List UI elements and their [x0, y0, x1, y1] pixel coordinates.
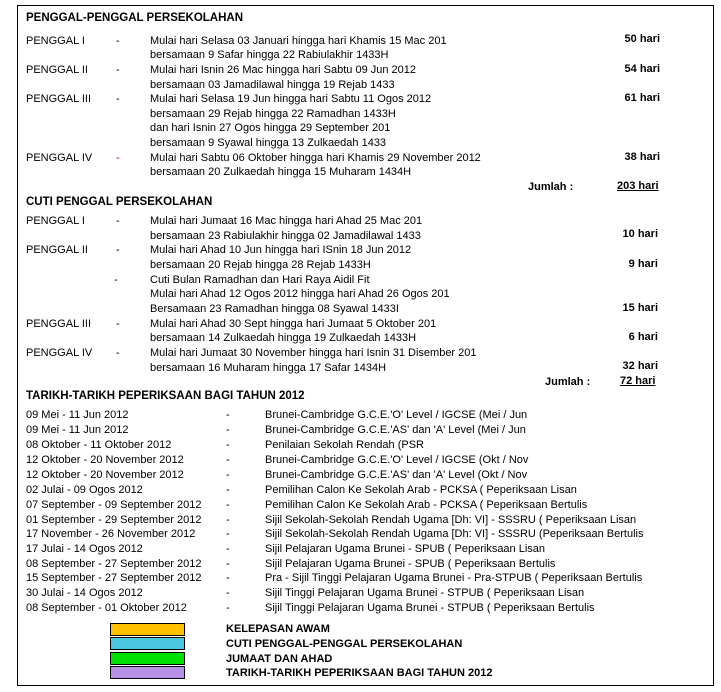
dash: -: [226, 439, 230, 451]
exam-desc: Pra - Sijil Tinggi Pelajaran Ugama Brunei - Pra-STPUB ( Peperiksaan Bertulis: [265, 572, 643, 584]
cuti-total-value: 72 hari: [620, 375, 656, 387]
term-line: bersamaan 29 Rejab hingga 22 Ramadhan 1433H: [150, 108, 396, 120]
exam-desc: Brunei-Cambridge G.C.E.'O' Level / IGCSE (Okt / Nov: [265, 454, 529, 466]
exam-date: 08 Oktober - 11 Oktober 2012: [26, 439, 172, 451]
exam-date: 08 September - 01 Oktober 2012: [26, 602, 187, 614]
term-days: 38 hari: [624, 151, 660, 163]
term-line: Mulai hari Ahad 10 Jun hingga hari ISnin 18 Jun 2012: [150, 244, 412, 256]
cuti-section-title: CUTI PENGGAL PERSEKOLAHAN: [26, 196, 213, 208]
term-line: Mulai hari Selasa 19 Jun hingga hari Sabtu 11 Ogos 2012: [150, 93, 432, 105]
penggal-total-value: 203 hari: [617, 180, 659, 192]
exam-desc: Brunei-Cambridge G.C.E.'AS' dan 'A' Level (Okt / Nov: [265, 469, 528, 481]
exam-desc: Pemilihan Calon Ke Sekolah Arab - PCKSA ( Peperiksaan Lisan: [265, 484, 577, 496]
exam-desc: Sijil Pelajaran Ugama Brunei - SPUB ( Peperiksaan Lisan: [265, 543, 546, 555]
legend-label: TARIKH-TARIKH PEPERIKSAAN BAGI TAHUN 2012: [226, 667, 493, 679]
dash: -: [226, 558, 230, 570]
dash: -: [226, 469, 230, 481]
legend-swatch: [110, 652, 185, 665]
dash: -: [116, 93, 120, 105]
term-days: 50 hari: [624, 33, 660, 45]
legend-label: CUTI PENGGAL-PENGGAL PERSEKOLAHAN: [226, 638, 463, 650]
legend-label: KELEPASAN AWAM: [226, 623, 330, 635]
term-line: bersamaan 16 Muharam hingga 17 Safar 1434H: [150, 362, 387, 374]
exam-desc: Brunei-Cambridge G.C.E.'AS' dan 'A' Level (Mei / Jun: [265, 424, 526, 436]
dash: -: [116, 347, 120, 359]
cuti-total-label: Jumlah :: [545, 376, 591, 388]
exam-date: 01 September - 29 September 2012: [26, 514, 202, 526]
exam-date: 12 Oktober - 20 November 2012: [26, 454, 184, 466]
term-days: 54 hari: [624, 63, 660, 75]
term-line: bersamaan 14 Zulkaedah hingga 19 Zulkaedah 1433H: [150, 332, 417, 344]
term-line: Mulai hari Jumaat 16 Mac hingga hari Ahad 25 Mac 201: [150, 215, 423, 227]
term-name: PENGGAL II: [26, 64, 88, 76]
dash: -: [226, 454, 230, 466]
dash: -: [116, 244, 120, 256]
legend-swatch: [110, 637, 185, 650]
term-name: PENGGAL III: [26, 318, 92, 330]
term-line: Cuti Bulan Ramadhan dan Hari Raya Aidil Fit: [150, 274, 370, 286]
exam-desc: Sijil Tinggi Pelajaran Ugama Brunei - STPUB ( Peperiksaan Bertulis: [265, 602, 595, 614]
term-line: bersamaan 9 Safar hingga 22 Rabiulakhir 1433H: [150, 49, 389, 61]
exam-desc: Penilaian Sekolah Rendah (PSR: [265, 439, 424, 451]
exam-date: 30 Julai - 14 Ogos 2012: [26, 587, 143, 599]
term-name: PENGGAL III: [26, 93, 92, 105]
term-name: PENGGAL II: [26, 244, 88, 256]
exam-date: 17 Julai - 14 Ogos 2012: [26, 543, 143, 555]
exam-date: 07 September - 09 September 2012: [26, 499, 202, 511]
exam-section-title: TARIKH-TARIKH PEPERIKSAAN BAGI TAHUN 2012: [26, 390, 305, 402]
dash: -: [226, 572, 230, 584]
exam-desc: Sijil Tinggi Pelajaran Ugama Brunei - STPUB ( Peperiksaan Lisan: [265, 587, 585, 599]
term-name: PENGGAL I: [26, 215, 85, 227]
penggal-section-title: PENGGAL-PENGGAL PERSEKOLAHAN: [26, 12, 244, 24]
dash: -: [226, 602, 230, 614]
exam-date: 15 September - 27 September 2012: [26, 572, 202, 584]
exam-date: 17 November - 26 November 2012: [26, 528, 196, 540]
term-line: Mulai hari Ahad 12 Ogos 2012 hingga hari Ahad 26 Ogos 201: [150, 288, 450, 300]
exam-date: 12 Oktober - 20 November 2012: [26, 469, 184, 481]
legend-label: JUMAAT DAN AHAD: [226, 653, 333, 665]
dash: -: [226, 587, 230, 599]
term-days: 9 hari: [628, 258, 658, 270]
dash: -: [116, 64, 120, 76]
exam-date: 09 Mei - 11 Jun 2012: [26, 409, 129, 421]
dash: -: [226, 424, 230, 436]
exam-date: 08 September - 27 September 2012: [26, 558, 202, 570]
exam-date: 09 Mei - 11 Jun 2012: [26, 424, 129, 436]
penggal-total-label: Jumlah :: [528, 181, 574, 193]
dash: -: [226, 514, 230, 526]
term-line: bersamaan 9 Syawal hingga 13 Zulkaedah 1433: [150, 137, 387, 149]
legend-swatch: [110, 666, 185, 679]
dash: -: [226, 409, 230, 421]
term-line: bersamaan 20 Zulkaedah hingga 15 Muharam 1434H: [150, 166, 412, 178]
term-name: PENGGAL I: [26, 35, 85, 47]
exam-desc: Sijil Sekolah-Sekolah Rendah Ugama [Dh: VI] - SSSRU (Peperiksaan Bertulis: [265, 528, 644, 540]
dash: -: [114, 274, 118, 286]
term-line: Mulai hari Sabtu 06 Oktober hingga hari Khamis 29 November 2012: [150, 152, 481, 164]
term-line: bersamaan 20 Rejab hingga 28 Rejab 1433H: [150, 259, 371, 271]
dash: -: [116, 152, 120, 164]
term-line: bersamaan 03 Jamadilawal hingga 19 Rejab 1433: [150, 79, 395, 91]
dash: -: [116, 35, 120, 47]
dash: -: [116, 318, 120, 330]
term-days: 15 hari: [622, 302, 658, 314]
term-line: dan hari Isnin 27 Ogos hingga 29 September 201: [150, 122, 391, 134]
legend-swatch: [110, 623, 185, 636]
dash: -: [226, 484, 230, 496]
term-days: 6 hari: [628, 331, 658, 343]
exam-desc: Pemilihan Calon Ke Sekolah Arab - PCKSA ( Peperiksaan Bertulis: [265, 499, 588, 511]
dash: -: [116, 215, 120, 227]
term-name: PENGGAL IV: [26, 152, 93, 164]
term-line: Mulai hari Ahad 30 Sept hingga hari Jumaat 5 Oktober 201: [150, 318, 437, 330]
term-line: Mulai hari Jumaat 30 November hingga hari Isnin 31 Disember 201: [150, 347, 477, 359]
term-name: PENGGAL IV: [26, 347, 93, 359]
exam-desc: Sijil Pelajaran Ugama Brunei - SPUB ( Peperiksaan Bertulis: [265, 558, 556, 570]
term-days: 32 hari: [622, 360, 658, 372]
term-days: 61 hari: [624, 92, 660, 104]
term-line: Mulai hari Isnin 26 Mac hingga hari Sabtu 09 Jun 2012: [150, 64, 417, 76]
term-line: Bersamaan 23 Ramadhan hingga 08 Syawal 1433I: [150, 303, 399, 315]
term-line: Mulai hari Selasa 03 Januari hingga hari Khamis 15 Mac 201: [150, 35, 447, 47]
exam-date: 02 Julai - 09 Ogos 2012: [26, 484, 143, 496]
term-line: bersamaan 23 Rabiulakhir hingga 02 Jamadilawal 1433: [150, 230, 421, 242]
exam-desc: Brunei-Cambridge G.C.E.'O' Level / IGCSE (Mei / Jun: [265, 409, 528, 421]
exam-desc: Sijil Sekolah-Sekolah Rendah Ugama [Dh: VI] - SSSRU ( Peperiksaan Lisan: [265, 514, 637, 526]
dash: -: [226, 528, 230, 540]
dash: -: [226, 543, 230, 555]
term-days: 10 hari: [622, 228, 658, 240]
dash: -: [226, 499, 230, 511]
